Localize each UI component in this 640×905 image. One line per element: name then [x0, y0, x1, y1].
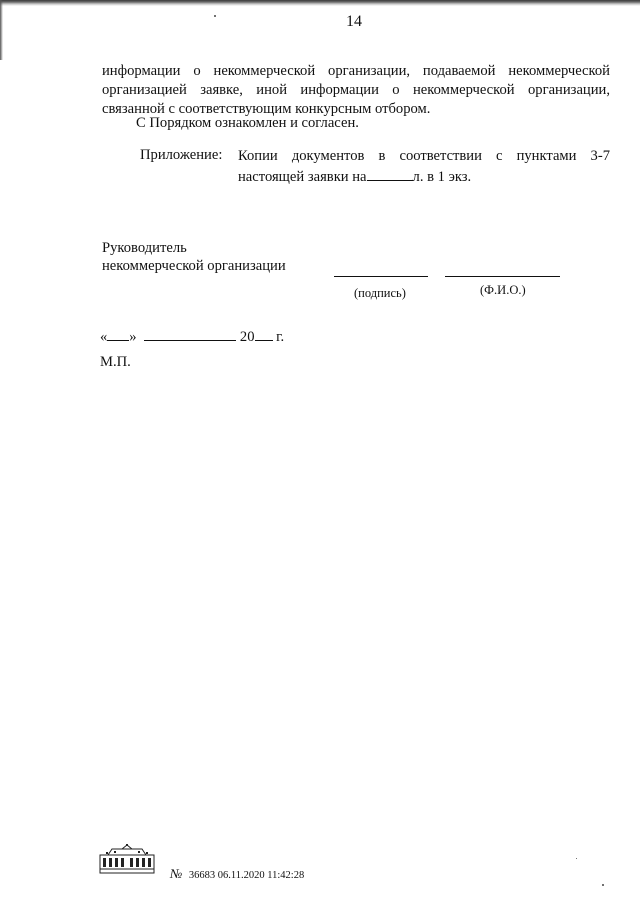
- attachment-line-1: Копии документов в соответствии с пунктами 3-7: [238, 148, 610, 164]
- scan-speck: [602, 884, 604, 886]
- date-open-quote: «: [100, 329, 108, 345]
- attachment-line-2: [238, 166, 471, 186]
- signature-blank: [334, 276, 428, 277]
- attachment-label: Приложение:: [140, 147, 223, 163]
- registration-number: 36683: [188, 870, 216, 881]
- name-blank: [445, 276, 560, 277]
- year-prefix: 20: [239, 329, 255, 345]
- procedure-agreement: С Порядком ознакомлен и согласен.: [136, 115, 359, 131]
- scan-speck: [214, 15, 216, 17]
- registration-stamp: [170, 866, 304, 882]
- scan-edge-top: [0, 0, 640, 6]
- date-close-quote: »: [129, 329, 137, 345]
- month-blank: [144, 326, 236, 341]
- year-suffix: г.: [276, 329, 285, 345]
- paragraph-line-1: информации о некоммерческой организации, подаваемой некоммерческой: [102, 63, 610, 79]
- registration-datetime: 06.11.2020 11:42:28: [217, 870, 305, 881]
- registry-building-icon: [98, 843, 156, 875]
- signer-role-line-1: Руководитель: [102, 240, 187, 256]
- day-blank: [107, 326, 129, 341]
- signature-caption: (подпись): [354, 286, 406, 300]
- year-blank: [255, 326, 273, 341]
- paragraph-line-3: связанной с соответствующим конкурсным отбором.: [102, 101, 431, 117]
- date-line: [100, 326, 284, 346]
- paragraph-line-2: организацией заявке, иной информации о некоммерческой организации,: [102, 82, 610, 98]
- attachment-pages-prefix: настоящей заявки на: [238, 169, 367, 185]
- registration-number-mark: №: [170, 866, 183, 881]
- scan-speck: [576, 858, 577, 859]
- attachment-pages-suffix: л. в 1 экз.: [412, 169, 472, 185]
- name-caption: (Ф.И.О.): [480, 283, 526, 297]
- scan-edge-left: [0, 0, 3, 60]
- attachment-pages-blank: [367, 166, 413, 181]
- page-number: 14: [346, 13, 362, 30]
- seal-placeholder: М.П.: [100, 354, 131, 370]
- signer-role-line-2: некоммерческой организации: [102, 258, 286, 274]
